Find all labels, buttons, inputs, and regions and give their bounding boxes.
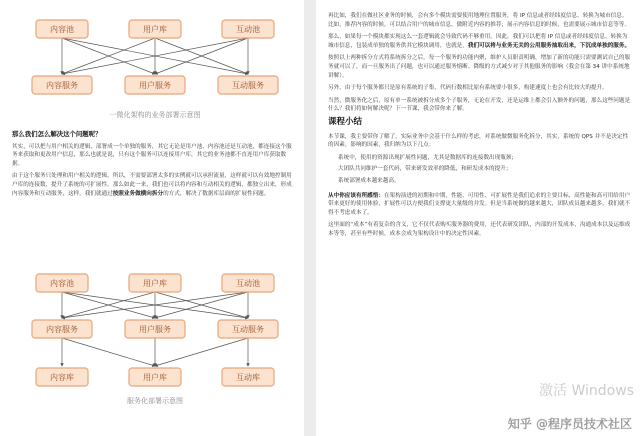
top-box-interaction-pool xyxy=(222,20,274,38)
left-page xyxy=(0,0,304,436)
right-para-7-bold: 从中你应该有所感悟： xyxy=(328,192,384,199)
bottom-box-label-1: 用户服务 xyxy=(139,81,171,90)
bd-bot-label-2: 互动库 xyxy=(236,373,260,382)
right-para-4: 另外，由于每个服务都只是原有系统的子集，代码行数相比原有系统要小很多，构建速度上也会有比较大的提升。 xyxy=(328,85,608,92)
right-para-1: 再比如，我们在做社区业务的时候，会有多个模块需要使用地理位置服务，将 IP 信息或者经纬度信息，转换为城市信息。比如，推荐内容的时候，可以结合用户的城市信息，做附近内容的推荐；展示内容信息的时候，也需要展示城市信息等等。 xyxy=(328,13,631,28)
bd-top-label-1: 用户库 xyxy=(143,279,167,288)
bottom-diagram-box-interaction-service xyxy=(218,320,278,338)
right-para-2-a: 那么，如果每一个模块都实现这么一套逻辑就会导致代码不够重用。因此，我们可以把将 IP 信息或者经纬度信息，转换为城市信息，包装成单独的服务供其它模块调用，也就是， xyxy=(328,34,628,49)
top-box-label-1: 用户库 xyxy=(143,25,167,34)
bd-bot-label-1: 用户库 xyxy=(143,373,167,382)
windows-activation-watermark: 激活 Windows xyxy=(539,383,634,399)
bottom-diagram-box-content-service xyxy=(32,320,92,338)
zhihu-watermark: 知乎 @程序员技术社区 xyxy=(507,417,632,431)
top-box-label-0: 内容池 xyxy=(50,25,74,34)
bd-mid-label-2: 互动服务 xyxy=(232,325,264,334)
bd-mid-label-1: 用户服务 xyxy=(139,325,171,334)
diagram-top-arrows xyxy=(62,38,248,74)
top-box-user-service xyxy=(125,76,185,94)
right-text-block xyxy=(328,12,632,242)
right-para-6: 本节课，我主要带你了解了，实际业务中会基于什么样的考虑，对系统做微服务化拆分，其实，系统的 QPS 并不是决定性的因素。影响的因素，我归纳为以下几点： xyxy=(328,133,629,149)
section-title-summary: 课程小结 xyxy=(328,116,363,127)
diagram-bottom-caption: 服务化部署示意图 xyxy=(127,397,183,405)
diagram-bottom-svg xyxy=(20,266,290,416)
bottom-box-label-2: 互动服务 xyxy=(232,81,264,90)
left-para-1: 其实，可以把与用户相关的逻辑，部署成一个单独的服务，其它无论是用户池、内容池还是互动池，都连接这个服务来获取和更改用户信息，那么也就是说，只有这个服务可以连接用户库，其它的业务池都不直连用户库获取数据。 xyxy=(12,143,292,167)
right-para-7-rest: 在架构演进的初期和中期，性能、可用性、可扩展性是我们追求的主要目标，高性能和高可用给用户带来更好的使用体验，扩展性可以方便我们支撑更大量级的并发。但是当系统做的越来越大，团队成员越来越多，我们就不得不考虑成本了。 xyxy=(328,192,631,216)
bd-mid-label-0: 内容服务 xyxy=(46,325,78,334)
bd-top-label-0: 内容池 xyxy=(50,279,74,288)
summary-bullet-3: 系统部署成本越来越高。 xyxy=(338,177,400,184)
left-para-2 xyxy=(12,172,292,198)
right-para-7 xyxy=(328,192,632,218)
left-para-2-a: 由于这个服务只处理和用户相关的逻辑，所以，不需要部署太多的实例就可以承担流量，这样就可以有效地控制用户库的连接数，提升了系统的可扩展性。那么如此一来，我们也可以将内容和互动相关的逻辑，都独立出来，形成内容服务和互动服务，这样，我们就通过 xyxy=(12,173,292,197)
bottom-diagram-box-content-pool xyxy=(36,274,88,292)
bottom-diagram-box-interaction-pool xyxy=(222,274,274,292)
bottom-box-label-0: 内容服务 xyxy=(46,81,78,90)
summary-bullet-2: 大团队共同维护一套代码，带来研发效率的降低，和研发成本的提升； xyxy=(338,166,512,173)
right-para-5: 当然，微服务化之后，原有单一系统被拆分成多个子服务，无论在开发，还是运维上都会引入额外的问题，那么这些问题是什么？我们将如何解决呢？下一节课，我会带你来了解。 xyxy=(328,97,631,113)
page-gutter xyxy=(304,0,316,436)
right-para-8: 这里面的“成本”有着复杂的含义，它不仅代表购买服务器的费用，还代表研发团队，内部的开发成本，沟通成本以及运维成本等等，甚至有些时候，成本会成为架构设计中的决定性因素。 xyxy=(328,222,631,237)
top-box-user-db xyxy=(129,20,181,38)
bottom-diagram-box-user-service xyxy=(125,320,185,338)
top-box-content-pool xyxy=(36,20,88,38)
bottom-diagram-box-user-db-top xyxy=(129,274,181,292)
bd-bot-label-0: 内容库 xyxy=(50,373,74,382)
right-para-2-bold: 我们可以将与业务无关的公用服务抽取出来，下沉成单独的服务。 xyxy=(467,42,631,49)
diagram-bottom xyxy=(20,266,290,406)
top-box-interaction-service xyxy=(218,76,278,94)
diagram-top xyxy=(20,8,290,120)
diagram-top-svg xyxy=(20,8,290,108)
bd-top-label-2: 互动池 xyxy=(236,279,260,288)
summary-bullets xyxy=(328,154,632,186)
left-para-2-bold: 按照业务做横向拆分 xyxy=(112,190,164,197)
summary-bullet-1: 系统中，使用的资源出现扩展性问题，尤其是数据库的连接数出现瓶颈； xyxy=(338,154,518,161)
right-para-2 xyxy=(328,33,632,50)
top-box-label-2: 互动池 xyxy=(236,25,260,34)
top-box-content-service xyxy=(32,76,92,94)
bottom-diagram-box-interaction-db xyxy=(222,368,274,386)
right-page xyxy=(316,0,640,436)
left-heading: 那么我们怎么解决这个问题呢？ xyxy=(12,130,102,138)
bottom-diagram-box-content-db xyxy=(36,368,88,386)
bottom-diagram-box-user-db xyxy=(129,368,181,386)
left-text-block xyxy=(12,130,292,202)
right-para-3: 按照以上两种拆分方式将系统拆分之后，每一个服务的功能内聚，维护人员职责明确，增加了新的功能只需要测试自己的服务就可以了，而一旦服务出了问题，也可以通过服务熔断、降级的方式减少对于其他服务的影响（我会在第 34 讲中系统地讲解）。 xyxy=(328,55,631,79)
diagram-top-caption: 一微化架构的业务部署示意图 xyxy=(109,111,201,119)
left-para-2-b: 的方式，解决了数据库层面的扩展性问题。 xyxy=(163,190,270,197)
